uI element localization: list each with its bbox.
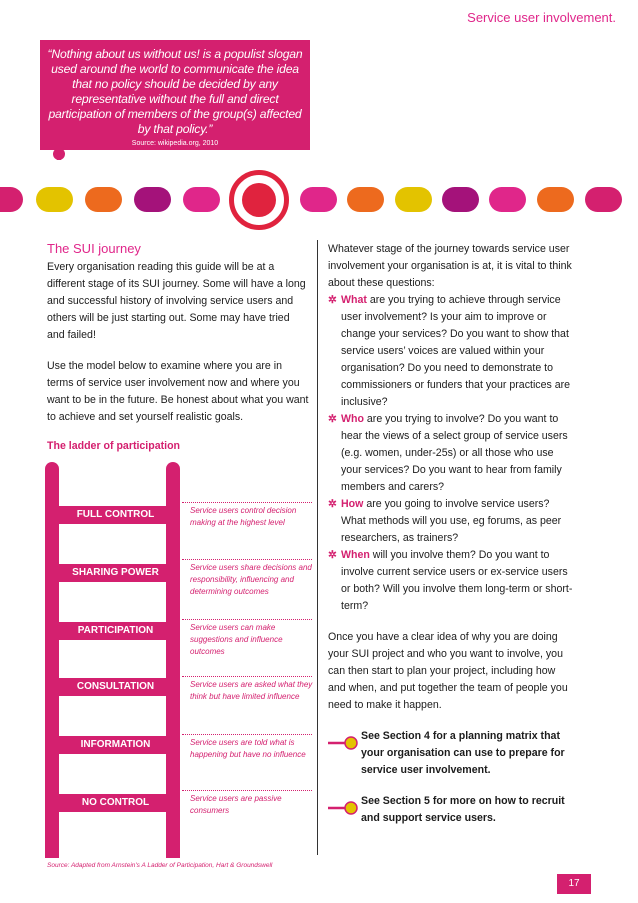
decorative-pill-band	[0, 170, 638, 230]
question-keyword: What	[341, 294, 367, 306]
quote-source: Source: wikipedia.org, 2010	[131, 140, 219, 147]
ladder-diagram	[45, 462, 180, 858]
question-keyword: When	[341, 549, 370, 561]
quote-text: “Nothing about us without us! is a populist slogan used around the world to communicate the idea that no policy should be decided by any representative without the full and direct participation of members of the group(s) affected by that policy.”	[47, 47, 303, 136]
rung-divider	[182, 502, 312, 503]
quote-box	[40, 40, 310, 150]
rung-description: Service users can make suggestions and influence outcomes	[190, 623, 283, 656]
rung-description: Service users are told what is happening but have no influence	[190, 738, 306, 759]
question-text: will you involve them? Do you want to involve current service users or ex-service users or both? Will you involve them long-term or short-term?	[341, 549, 573, 612]
list-item	[328, 411, 573, 496]
asterisk-bullet-icon: ✲	[328, 294, 337, 306]
asterisk-bullet-icon: ✲	[328, 549, 337, 561]
list-item	[328, 496, 573, 547]
column-divider	[317, 240, 318, 855]
model-paragraph: Use the model below to examine where you are in terms of service user involvement now and where you want to be in the future. Be honest about what you want to achieve and set yourself realistic goals.	[47, 360, 309, 423]
pill-decoration	[85, 187, 122, 212]
cross-reference-text: See Section 5 for more on how to recruit and support service users.	[361, 795, 565, 824]
pill-decoration	[134, 187, 171, 212]
section-title: The SUI journey	[47, 241, 141, 256]
pill-decoration	[395, 187, 432, 212]
rung-description: Service users are passive consumers	[190, 794, 282, 815]
list-item	[328, 547, 573, 615]
source-note: Source: Adapted from Arnstein's A Ladder of Participation, Hart & Groundswell	[47, 862, 273, 869]
rung-divider	[182, 676, 312, 677]
running-head: Service user involvement.	[467, 10, 616, 25]
pill-decoration	[183, 187, 220, 212]
right-column	[328, 241, 573, 827]
arrow-pointer-icon	[328, 800, 358, 816]
ladder-rung: CONSULTATION	[56, 678, 175, 696]
ladder-rung: NO CONTROL	[56, 794, 175, 812]
cross-reference-section-5	[328, 793, 573, 827]
ladder-rung: SHARING POWER	[56, 564, 175, 582]
arrow-pointer-icon	[328, 735, 358, 751]
pill-decoration	[0, 187, 23, 212]
question-text: are you trying to involve? Do you want to hear the views of a select group of service users (e.g. women, under-25s) or all those who use your services? Do you want to hear from family members and carers?	[341, 413, 568, 493]
question-text: are you trying to achieve through service user involvement? Is your aim to improve or change your services? Do you want to show that service users’ voices are valued within your organisation? Do you need to demonstrate to commissioners or funders that your practices are inclusive?	[341, 294, 571, 408]
question-keyword: How	[341, 498, 364, 510]
list-item	[328, 292, 573, 411]
ladder-rung: PARTICIPATION	[56, 622, 175, 640]
rung-description: Service users share decisions and responsibility, influencing and determining outcomes	[190, 563, 312, 596]
pill-decoration	[537, 187, 574, 212]
cross-reference-text: See Section 4 for a planning matrix that your organisation can use to prepare for service user involvement.	[361, 730, 565, 776]
pill-decoration	[442, 187, 479, 212]
quote-pointer-dot	[53, 148, 65, 160]
questions-intro: Whatever stage of the journey towards service user involvement your organisation is at, it is vital to think about these questions:	[328, 243, 572, 289]
question-text: are you going to involve service users? What methods will you use, eg forums, as peer researchers, as trainers?	[341, 498, 562, 544]
pill-decoration	[489, 187, 526, 212]
pill-decoration	[585, 187, 622, 212]
asterisk-bullet-icon: ✲	[328, 498, 337, 510]
rung-description: Service users control decision making at the highest level	[190, 506, 297, 527]
pill-decoration	[300, 187, 337, 212]
target-dot-icon	[242, 183, 276, 217]
rung-divider	[182, 734, 312, 735]
ladder-heading: The ladder of participation	[47, 440, 181, 452]
intro-paragraph: Every organisation reading this guide will be at a different stage of its SUI journey. Some will have a long and successful history of involving service users and others will be just starting out. Some may have tried and failed!	[47, 261, 306, 341]
question-keyword: Who	[341, 413, 364, 425]
left-column	[47, 241, 309, 452]
ladder-rung: INFORMATION	[56, 736, 175, 754]
ladder-rung: FULL CONTROL	[56, 506, 175, 524]
pill-decoration	[36, 187, 73, 212]
cross-reference-section-4	[328, 728, 573, 779]
pill-decoration	[347, 187, 384, 212]
rung-description: Service users are asked what they think but have limited influence	[190, 680, 313, 701]
rung-divider	[182, 619, 312, 620]
question-list	[328, 292, 573, 615]
closing-paragraph: Once you have a clear idea of why you are doing your SUI project and who you want to involve, you can then start to plan your project, including how and when, and put together the team of people you need to make it happen.	[328, 631, 568, 711]
page-number: 17	[557, 874, 591, 894]
rung-divider	[182, 790, 312, 791]
rung-divider	[182, 559, 312, 560]
asterisk-bullet-icon: ✲	[328, 413, 337, 425]
